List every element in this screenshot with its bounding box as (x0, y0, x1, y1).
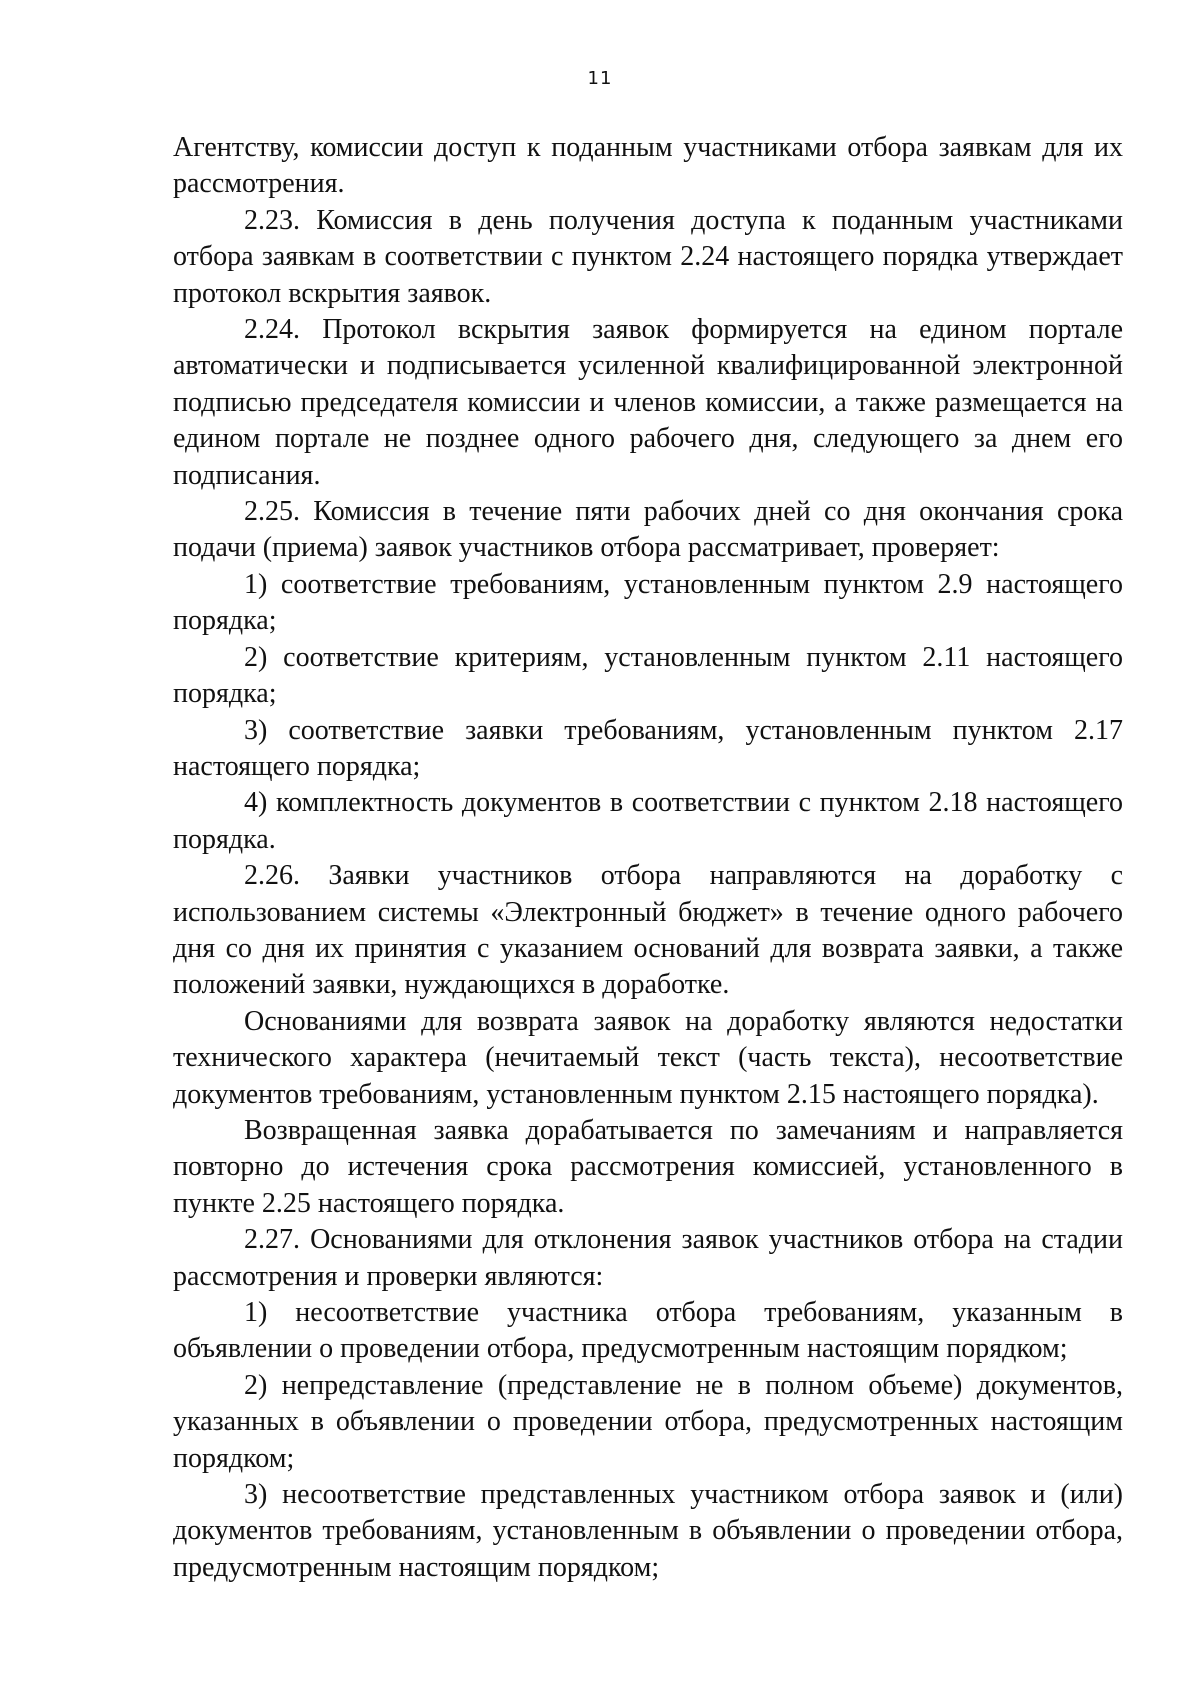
paragraph-continuation: Агентству, комиссии доступ к поданным участниками отбора заявкам для их рассмотрения. (173, 132, 1123, 200)
list-item-2-25-3: 3) соответствие заявки требованиям, установленным пунктом 2.17 настоящего порядка; (173, 714, 1123, 782)
paragraph-2-25: 2.25. Комиссия в течение пяти рабочих дней со дня окончания срока подачи (приема) заявок участников отбора рассматривает, проверяет: (173, 496, 1123, 564)
document-body (173, 130, 1123, 1586)
list-item-2-25-4: 4) комплектность документов в соответствии с пунктом 2.18 настоящего порядка. (173, 787, 1123, 855)
paragraph-2-24: 2.24. Протокол вскрытия заявок формируется на едином портале автоматически и подписывается усиленной квалифицированной электронной подписью председателя комиссии и членов комиссии, а также размещается на едином портале не позднее одного рабочего дня, следующего за днем его подписания. (173, 314, 1123, 491)
list-item-2-27-3: 3) несоответствие представленных участником отбора заявок и (или) документов требованиям, установленным в объявлении о проведении отбора, предусмотренным настоящим порядком; (173, 1479, 1123, 1583)
page-number: 11 (587, 68, 613, 89)
list-item-2-27-1: 1) несоответствие участника отбора требованиям, указанным в объявлении о проведении отбора, предусмотренным настоящим порядком; (173, 1297, 1123, 1365)
paragraph-2-23: 2.23. Комиссия в день получения доступа к поданным участниками отбора заявкам в соответствии с пунктом 2.24 настоящего порядка утверждает протокол вскрытия заявок. (173, 204, 1123, 309)
paragraph-return-grounds: Основаниями для возврата заявок на доработку являются недостатки технического характера (нечитаемый текст (часть текста), несоответствие документов требованиям, установленным пунктом 2.15 настоящего порядка). (173, 1005, 1123, 1110)
list-item-2-25-1: 1) соответствие требованиям, установленным пунктом 2.9 настоящего порядка; (173, 568, 1123, 637)
paragraph-2-26: 2.26. Заявки участников отбора направляются на доработку с использованием системы «Электронный бюджет» в течение одного рабочего дня со дня их принятия с указанием оснований для возврата заявки, а также положений заявки, нуждающихся в доработке. (173, 860, 1123, 1001)
list-item-2-25-2: 2) соответствие критериям, установленным пунктом 2.11 настоящего порядка; (173, 641, 1123, 710)
paragraph-returned-application: Возвращенная заявка дорабатывается по замечаниям и направляется повторно до истечения срока рассмотрения комиссией, установленного в пункте 2.25 настоящего порядка. (173, 1114, 1123, 1219)
paragraph-2-27: 2.27. Основаниями для отклонения заявок участников отбора на стадии рассмотрения и проверки являются: (173, 1224, 1123, 1292)
list-item-2-27-2: 2) непредставление (представление не в полном объеме) документов, указанных в объявлении о проведении отбора, предусмотренных настоящим порядком; (173, 1369, 1123, 1474)
